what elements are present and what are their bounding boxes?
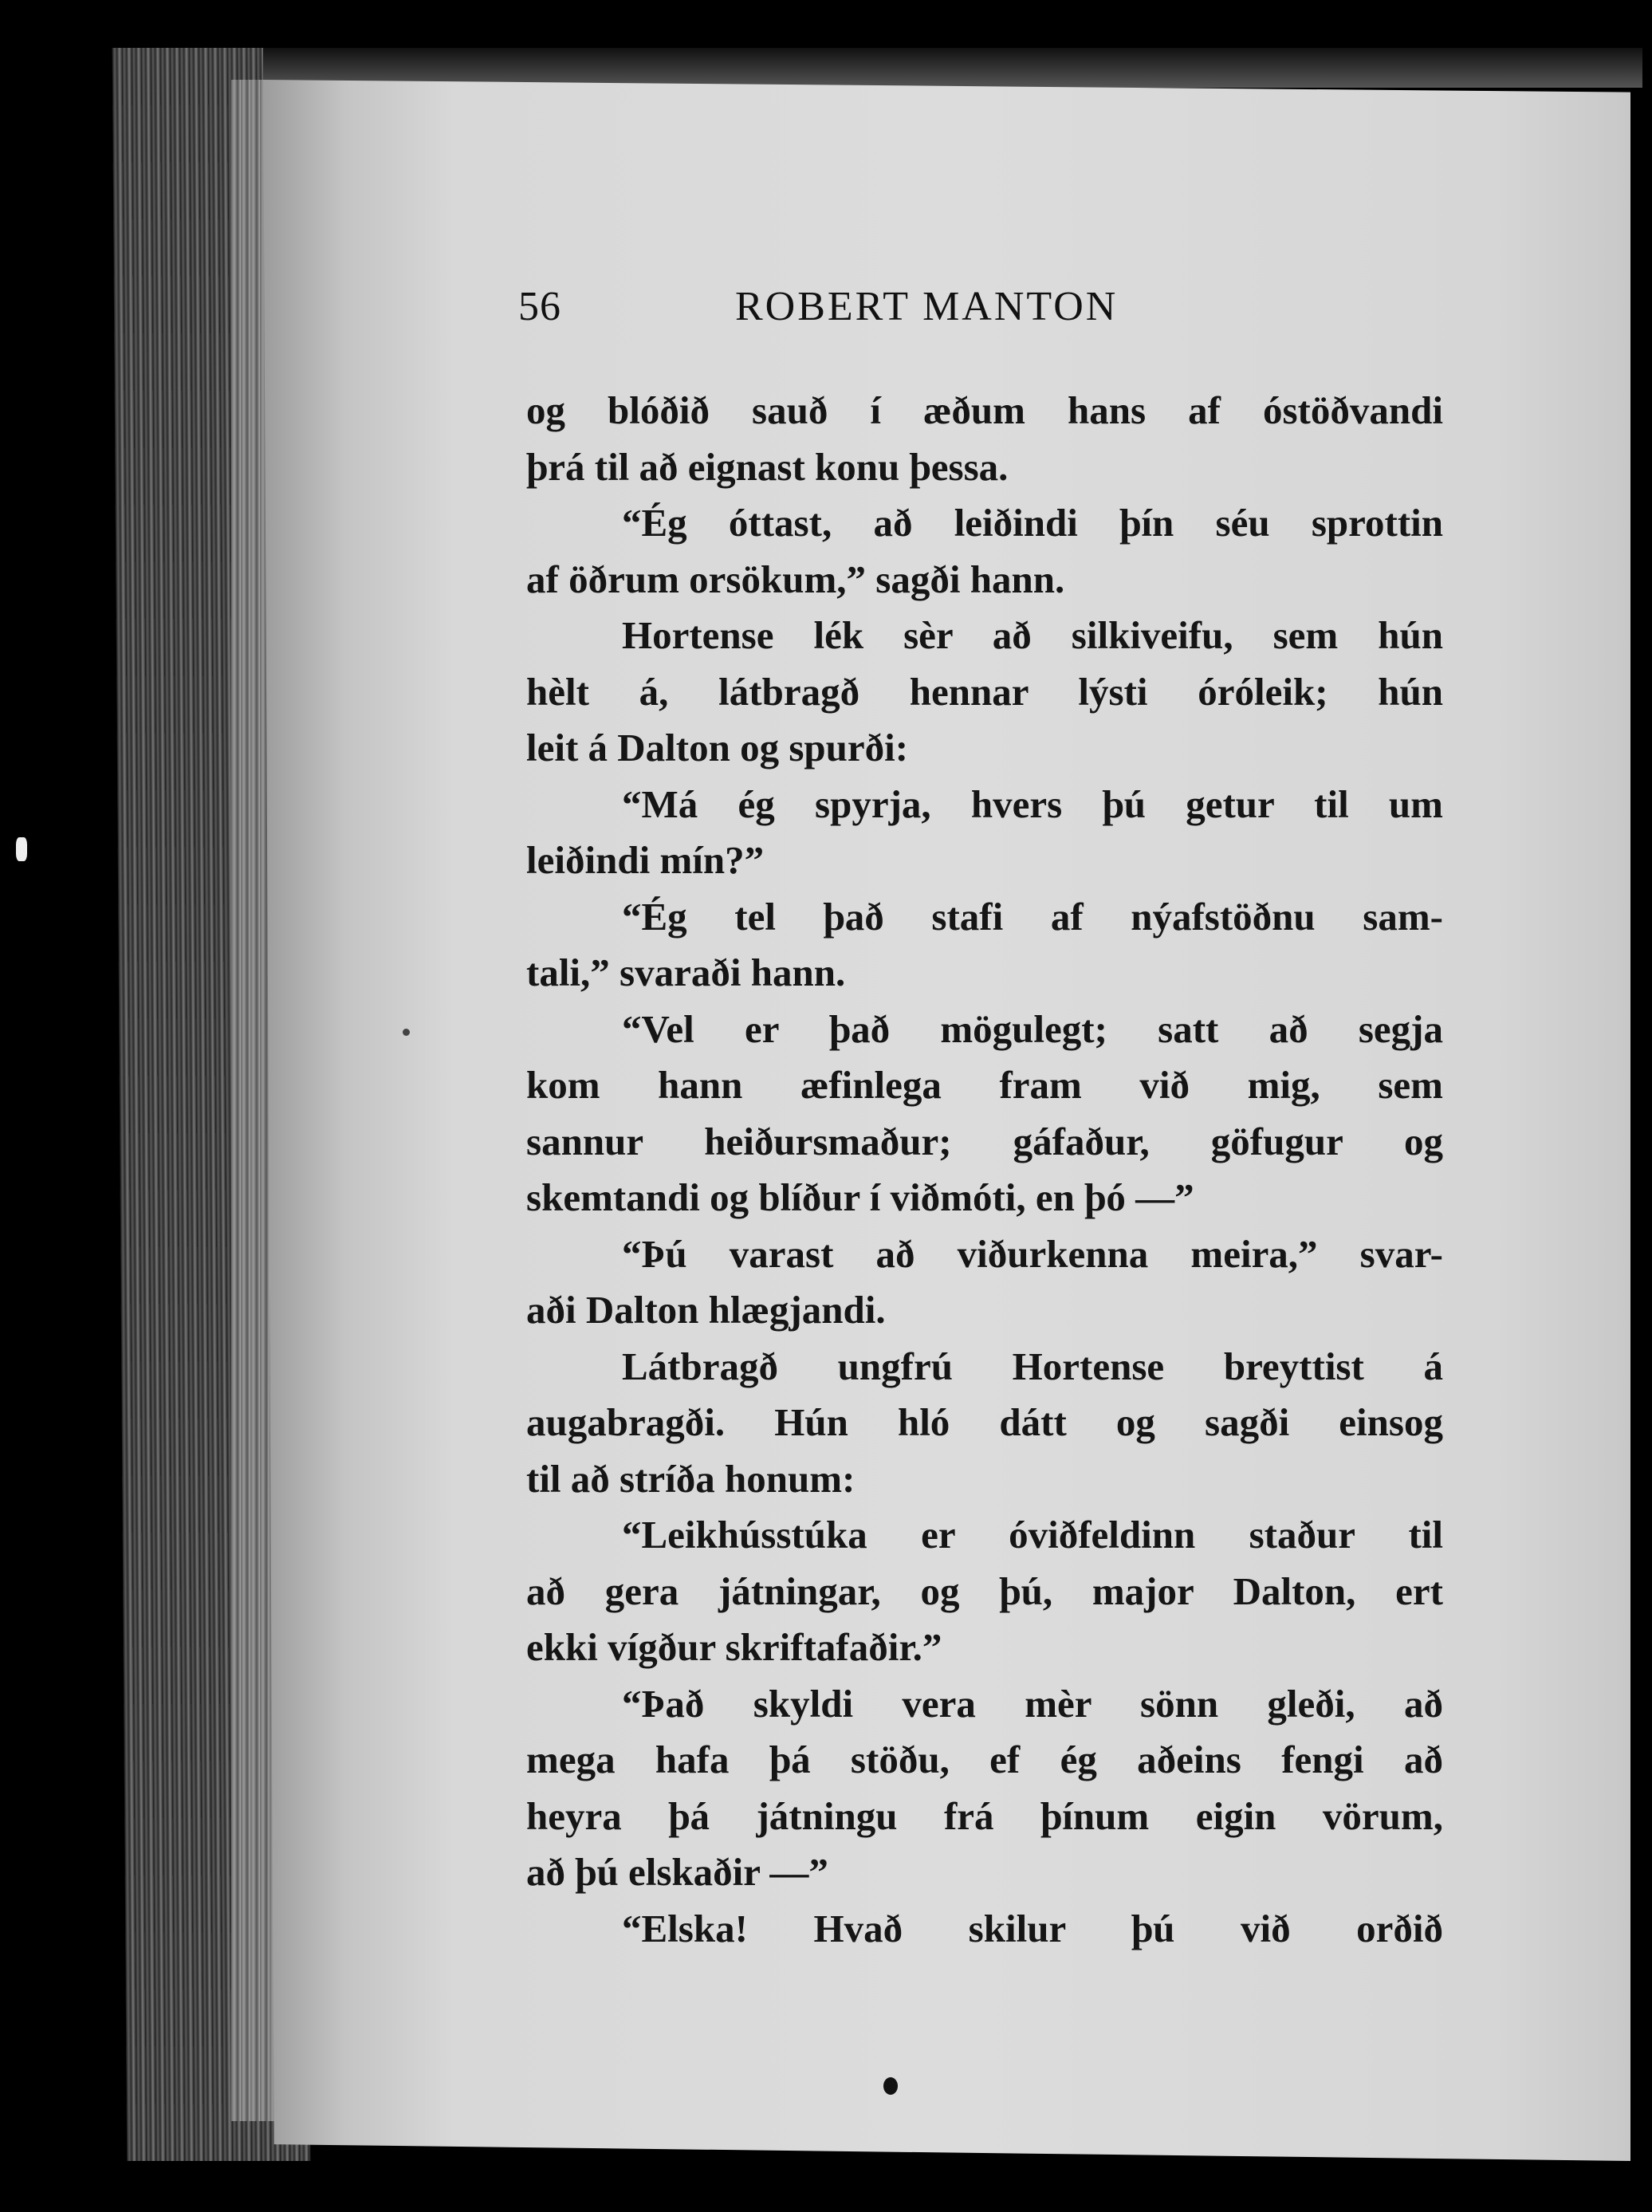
text-line: Hortense lék sèr að silkiveifu, sem hún: [622, 613, 1443, 657]
running-title: ROBERT MANTON: [735, 284, 1119, 329]
text-line: sannur heiðursmaður; gáfaður, göfugur og: [526, 1119, 1443, 1163]
text-line: að þú elskaðir —”: [526, 1850, 828, 1894]
text-line: “Þú varast að viðurkenna meira,” svar-: [622, 1231, 1443, 1276]
text-line: “Elska! Hvað skilur þú við orðið: [622, 1906, 1443, 1950]
text-line: “Ég tel það stafi af nýafstöðnu sam-: [622, 894, 1443, 939]
text-line: og blóðið sauð í æðum hans af óstöðvandi: [526, 388, 1443, 432]
body-text: [526, 383, 1443, 1957]
text-line: kom hann æfinlega fram við mig, sem: [526, 1063, 1443, 1107]
ink-speck: [16, 837, 27, 861]
page-number: 56: [518, 284, 561, 329]
text-line: skemtandi og blíður í viðmóti, en þó —”: [526, 1175, 1194, 1219]
text-line: “Vel er það mögulegt; satt að segja: [622, 1006, 1443, 1051]
text-line: “Má ég spyrja, hvers þú getur til um: [622, 781, 1443, 826]
text-line: Látbragð ungfrú Hortense breyttist á: [622, 1344, 1443, 1388]
text-line: tali,” svaraði hann.: [526, 951, 846, 994]
text-line: aði Dalton hlægjandi.: [526, 1288, 886, 1332]
text-line: heyra þá játningu frá þínum eigin vörum,: [526, 1793, 1443, 1838]
text-line: mega hafa þá stöðu, ef ég aðeins fengi að: [526, 1738, 1443, 1781]
text-line: “Ég óttast, að leiðindi þín séu sprottin: [622, 501, 1443, 545]
ink-speck: [403, 1029, 410, 1036]
text-line: leiðindi mín?”: [526, 838, 765, 882]
text-line: “Það skyldi vera mèr sönn gleði, að: [622, 1681, 1443, 1726]
text-line: “Leikhússtúka er óviðfeldinn staður til: [622, 1513, 1443, 1557]
text-line: þrá til að eignast konu þessa.: [526, 444, 1009, 489]
text-line: leit á Dalton og spurði:: [526, 726, 909, 769]
text-line: að gera játningar, og þú, major Dalton, ert: [526, 1568, 1443, 1613]
text-line: hèlt á, látbragð hennar lýsti óróleik; hún: [526, 669, 1443, 714]
text-line: ekki vígður skriftafaðir.”: [526, 1625, 942, 1669]
text-line: augabragði. Hún hló dátt og sagði einsog: [526, 1400, 1443, 1444]
ink-speck: [883, 2077, 898, 2095]
text-line: af öðrum orsökum,” sagði hann.: [526, 557, 1065, 601]
text-line: til að stríða honum:: [526, 1456, 856, 1501]
